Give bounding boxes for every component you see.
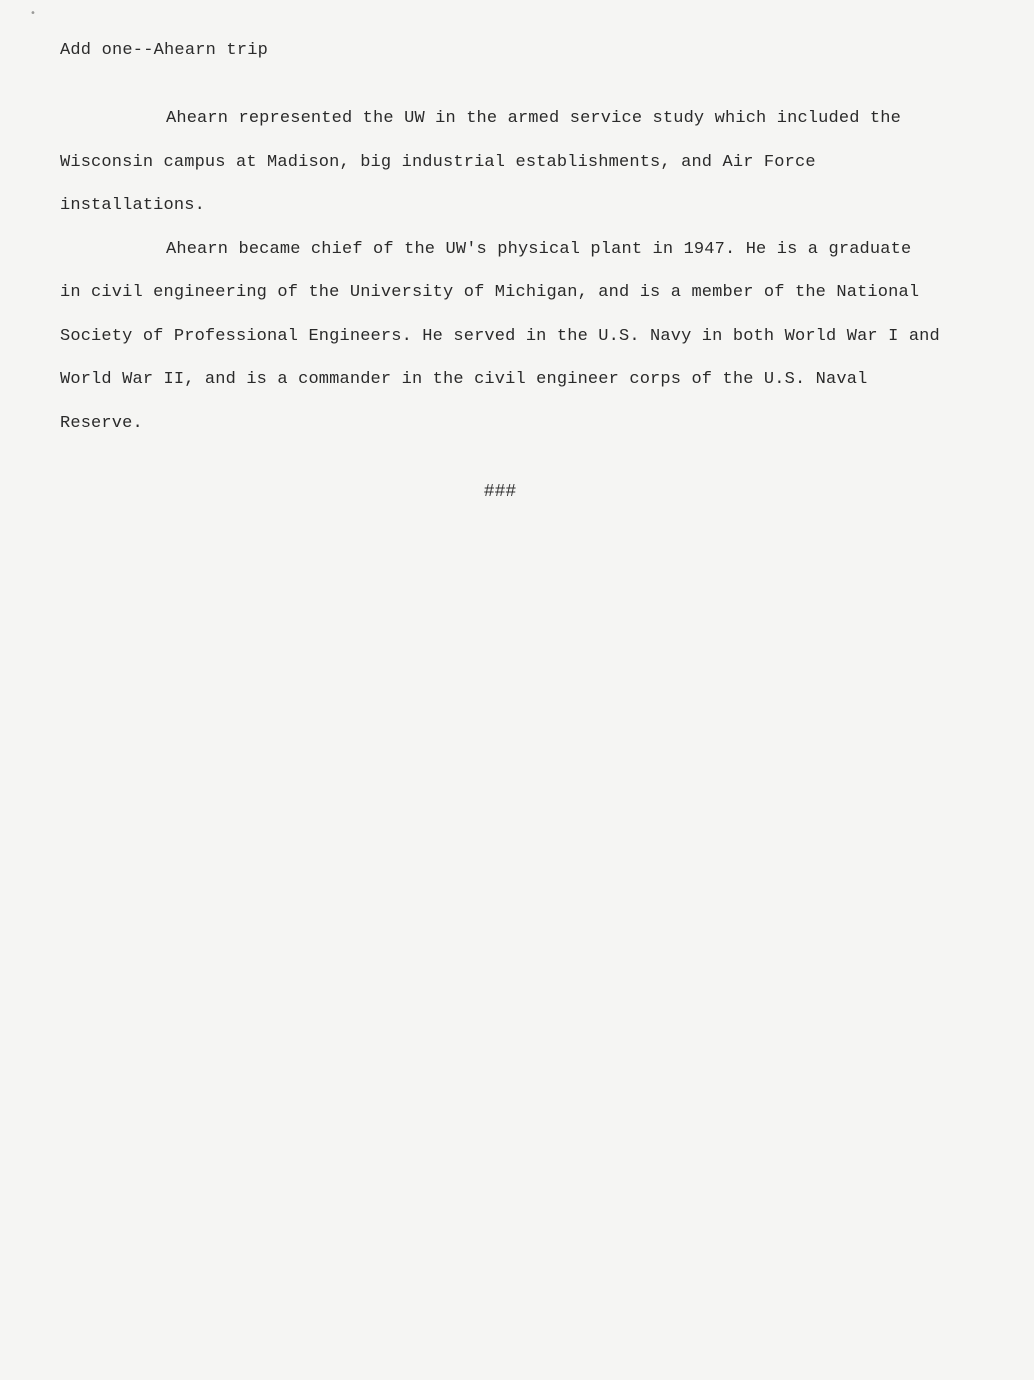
paragraph-1: Ahearn represented the UW in the armed service study which included the Wisconsin campus at Madison, big industrial establishments, and Air Force installations. <box>60 109 901 215</box>
paragraph-2: Ahearn became chief of the UW's physical plant in 1947. He is a graduate in civil engineering of the University of Michigan, and is a member of the National Society of Professional Engineers. He served in the U.S. Navy in both World War I and World War II, and is a commander in the civil engineer corps of the U.S. Naval Reserve. <box>60 239 940 433</box>
document-body <box>60 97 940 445</box>
document-slug: Add one--Ahearn trip <box>60 41 269 60</box>
stray-mark: • <box>30 8 36 19</box>
end-mark: ### <box>483 482 517 502</box>
